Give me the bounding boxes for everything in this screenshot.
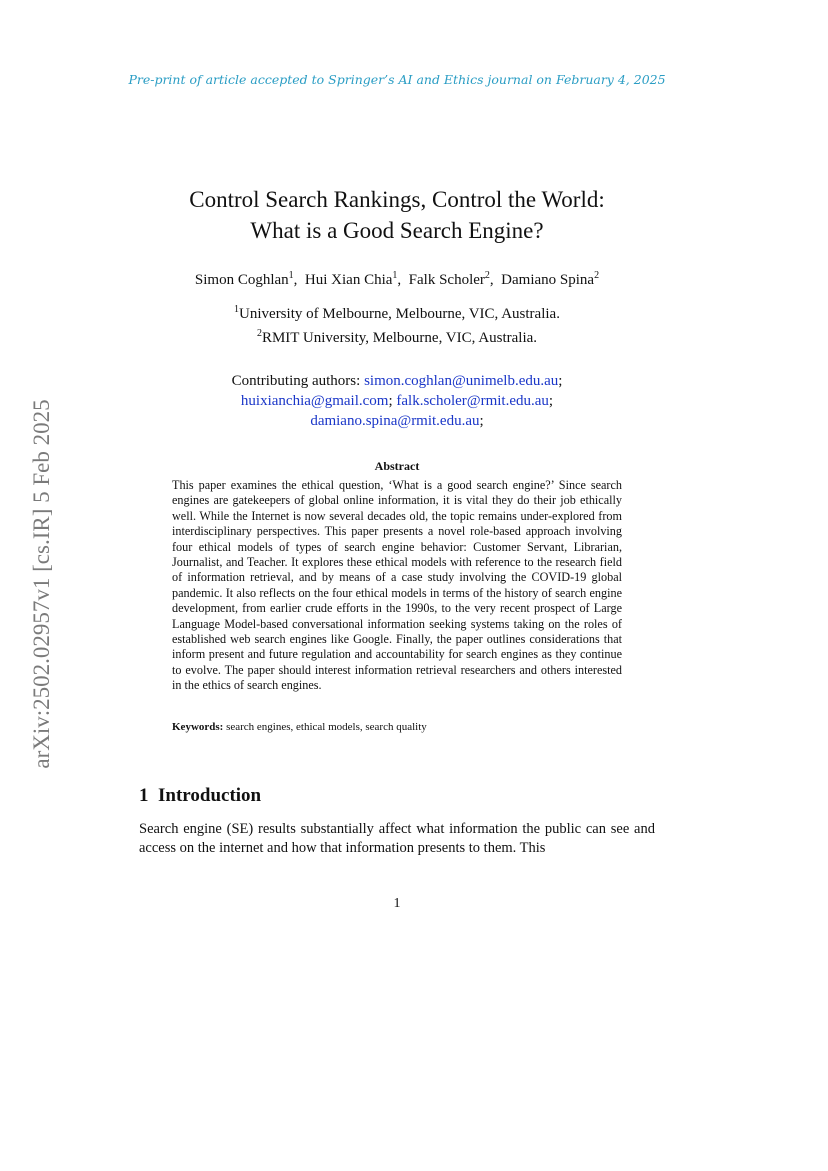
email-link[interactable]: damiano.spina@rmit.edu.au xyxy=(310,413,480,429)
intro-paragraph: Search engine (SE) results substantially affect what information the public can see and access on the internet and how that information presents to them. This xyxy=(139,821,655,856)
affiliation-text: University of Melbourne, Melbourne, VIC, Australia. xyxy=(239,306,560,322)
author-affiliation-mark: 1 xyxy=(392,270,398,281)
email-link[interactable]: falk.scholer@rmit.edu.au xyxy=(396,393,549,409)
affiliation-list xyxy=(0,300,794,348)
author-affiliation-mark: 2 xyxy=(594,270,600,281)
contributing-label: Contributing authors: xyxy=(231,373,361,389)
author-affiliation-mark: 1 xyxy=(288,270,294,281)
keywords-text: search engines, ethical models, search quality xyxy=(226,721,427,733)
author-name: Hui Xian Chia xyxy=(304,272,393,288)
section-title: Introduction xyxy=(158,785,262,806)
contributing-authors: Contributing authors: simon.coghlan@unimelb.edu.au; huixianchia@gmail.com; falk.scholer@rmit.edu.au; damiano.spina@rmit.edu.au; xyxy=(231,373,563,429)
arxiv-identifier: arXiv:2502.02957v1 [cs.IR] 5 Feb 2025 xyxy=(29,399,54,769)
title-line-1: Control Search Rankings, Control the World: xyxy=(189,187,605,212)
section-number: 1 xyxy=(139,785,149,806)
paper-title xyxy=(0,184,794,246)
author-list: Simon Coghlan$^1$, Hui Xian Chia$^1$, Falk Scholer$^2$, Damiano Spina$^2$ xyxy=(194,270,600,288)
section-heading xyxy=(139,785,261,807)
affiliation-number: 2 xyxy=(256,328,262,339)
author-name: Damiano Spina xyxy=(501,272,595,288)
affiliation xyxy=(0,300,794,324)
author-name: Simon Coghlan xyxy=(194,272,289,288)
abstract-heading: Abstract xyxy=(374,459,420,473)
keywords xyxy=(172,721,622,733)
email-link[interactable]: simon.coghlan@unimelb.edu.au xyxy=(364,373,559,389)
affiliation-number: 1 xyxy=(234,304,240,315)
author-name: Falk Scholer xyxy=(408,272,485,288)
abstract-text: This paper examines the ethical question, ‘What is a good search engine?’ Since search engines are gatekeepers of global online information, it is vital they do their job ethically well. While the Internet is now several decades old, the topic remains under-explored from interdisciplinary perspectives. This paper presents a novel role-based approach involving four ethical models of types of search engine behavior: Customer Servant, Librarian, Journalist, and Teacher. It explores these ethical models with reference to the research field of information retrieval, and by means of a case study involving the COVID-19 global pandemic. It also reflects on the four ethical models in terms of the history of search engine development, from earlier crude efforts in the 1990s, to the very recent prospect of Large Language Model-based conversational information seeking systems taking on the roles of established web search engines like Google. Finally, the paper outlines considerations that inform present and future regulation and accountability for search engines as they continue to evolve. The paper should interest information retrieval researchers and others interested in the ethics of search engines. xyxy=(172,478,622,693)
preprint-note: Pre-print of article accepted to Springer’s AI and Ethics journal on February 4, 2025 xyxy=(128,72,666,87)
keywords-label: Keywords: xyxy=(172,721,224,733)
email-link[interactable]: huixianchia@gmail.com xyxy=(240,393,389,409)
affiliation-text: RMIT University, Melbourne, VIC, Australia. xyxy=(261,330,538,346)
author-affiliation-mark: 2 xyxy=(484,270,490,281)
affiliation xyxy=(0,324,794,348)
title-line-2: What is a Good Search Engine? xyxy=(250,218,544,243)
page-number: 1 xyxy=(393,896,401,911)
